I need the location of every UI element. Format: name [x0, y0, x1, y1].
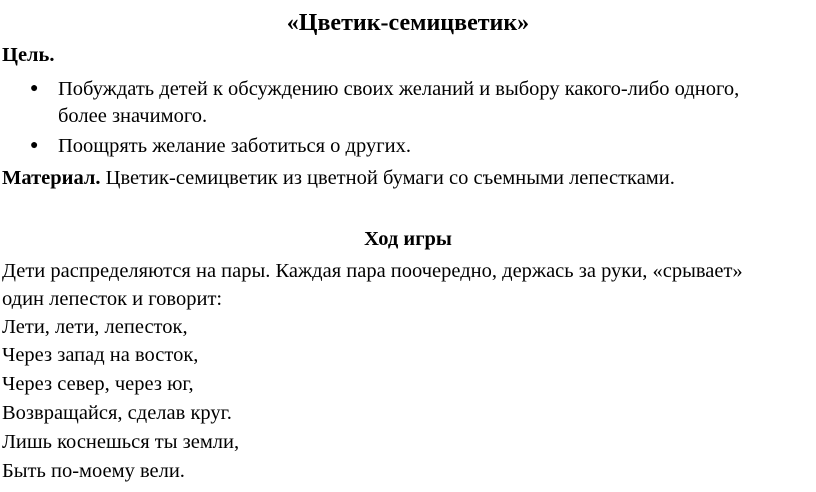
poem-line: Возвращайся, сделав круг.	[2, 402, 232, 424]
game-heading: Ход игры	[364, 228, 452, 250]
poem-line: Быть по-моему вели.	[2, 460, 185, 482]
poem-line: Через запад на восток,	[2, 344, 199, 366]
game-intro-line-2: один лепесток и говорит:	[2, 288, 223, 310]
material-text: Цветик-семицветик из цветной бумаги со съемными лепестками.	[100, 167, 675, 189]
material-paragraph	[2, 165, 675, 191]
bullet-icon: ●	[30, 81, 39, 96]
poem-line: Лишь коснешься ты земли,	[2, 431, 240, 453]
goal-item-2: Поощрять желание заботиться о других.	[58, 135, 411, 157]
game-intro-line-1: Дети распределяются на пары. Каждая пара поочередно, держась за руки, «срывает»	[2, 260, 743, 282]
goal-item-1-line-2: более значимого.	[58, 105, 208, 127]
document-title: «Цветик-семицветик»	[286, 10, 530, 36]
goal-item-1-line-1: Побуждать детей к обсуждению своих желаний и выбору какого-либо одного,	[58, 78, 740, 100]
poem-line: Через север, через юг,	[2, 373, 194, 395]
goal-label: Цель.	[2, 44, 55, 66]
poem-line: Лети, лети, лепесток,	[2, 316, 188, 338]
material-label: Материал.	[2, 167, 101, 189]
bullet-icon: ●	[30, 138, 39, 153]
